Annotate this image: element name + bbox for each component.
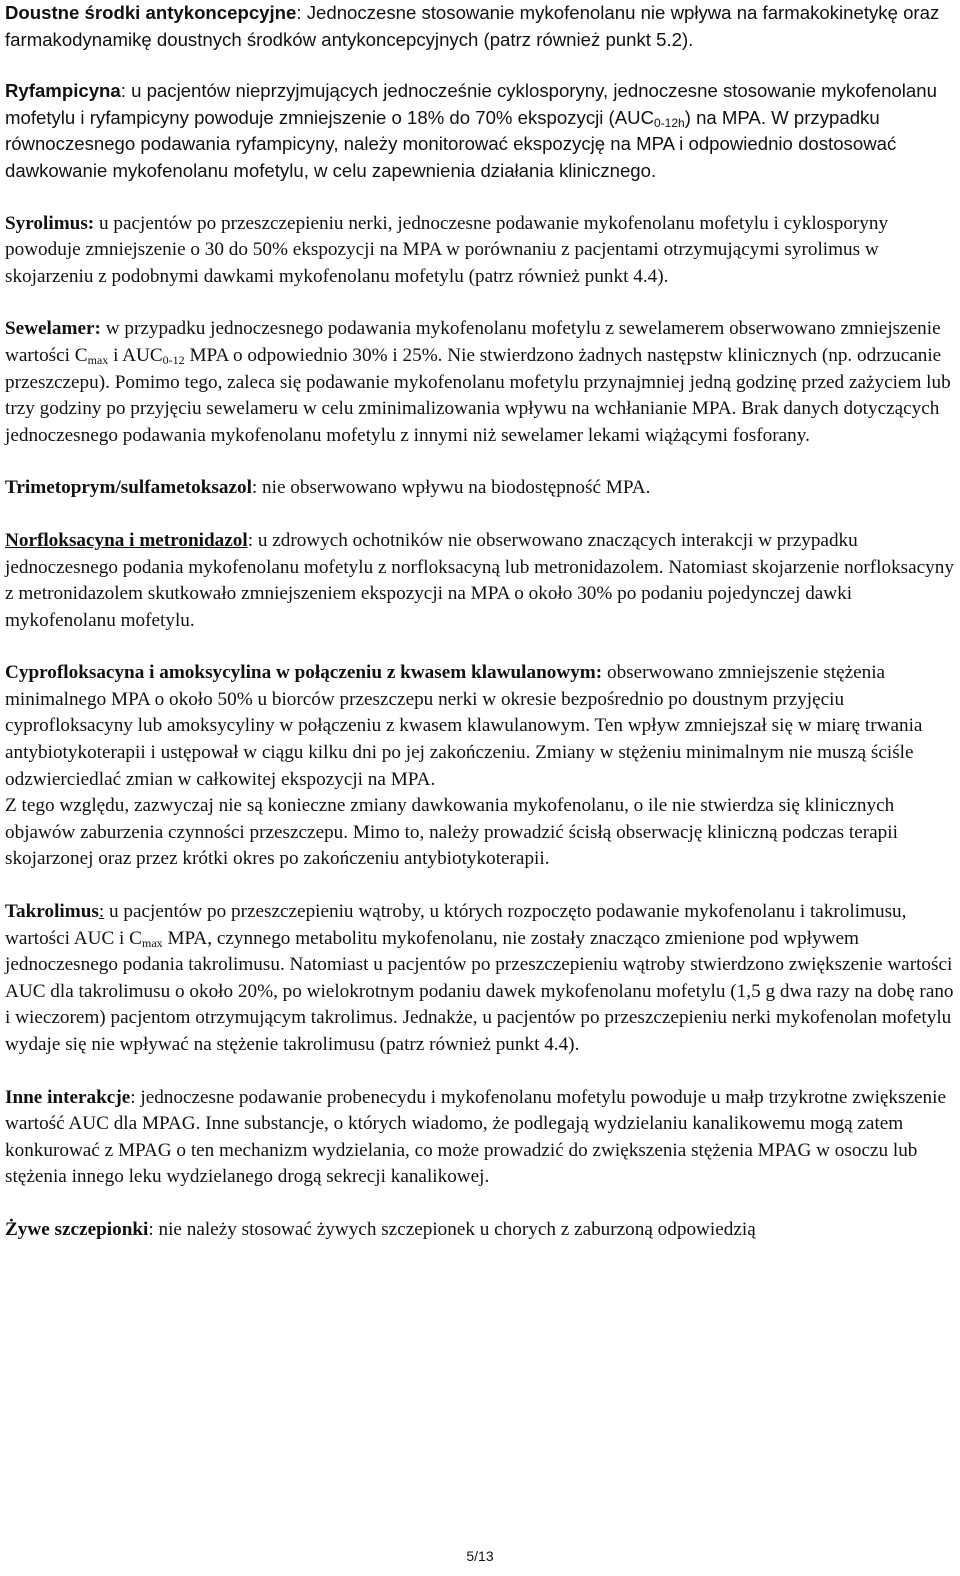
paragraph-trimethoprim: Trimetoprym/sulfametoksazol: nie obserwowano wpływu na biodostępność MPA. [5, 477, 651, 499]
heading-tacrolimus: Takrolimus [5, 901, 99, 923]
heading-sevelamer: Sewelamer: [5, 318, 101, 340]
heading-norfloxacin: Norfloksacyna i metronidazol [5, 529, 248, 551]
page-number: 5/13 [466, 1548, 494, 1564]
paragraph-other-interactions: Inne interakcje: jednoczesne podawanie probenecydu i mykofenolanu mofetylu powoduje u małp trzykrotne zwiększenie wartość AUC dla MPAG. Inne substancje, o których wiadomo, że podlegają wydzielaniu kanalikowemu mogą zatem konkurować z MPAG o ten mechanizm wydzielania, co może prowadzić do zwiększenia stężenia MPAG w osoczu lub stężenia innego leku wydzielanego drogą sekrecji kanalikowej. [5, 1086, 946, 1188]
paragraph-tacrolimus: Takrolimus: u pacjentów po przeszczepieniu wątroby, u których rozpoczęto podawanie mykofenolanu i takrolimusu, wartości AUC i $C_{max}$ MPA, czynnego metabolitu mykofenolanu, nie zostały znacząco zmienione pod wpływem jednoczesnego podania takrolimusu. Natomiast u pacjentów po przeszczepieniu wątroby stwierdzono zwiększenie wartości AUC dla takrolimusu o około 20%, po wielokrotnym podaniu dawek mykofenolanu mofetylu (1,5 g dwa razy na dobę rano i wieczorem) pacjentom otrzymującym takrolimus. Jednakże, u pacjentów po przeszczepieniu nerki mykofenolan mofetylu wydaje się nie wpływać na stężenie takrolimusu (patrz również punkt 4.4). [5, 901, 954, 1055]
paragraph-oral-contraceptives: Doustne środki antykoncepcyjne: Jednoczesne stosowanie mykofenolanu nie wpływa na farmakokinetykę oraz farmakodynamikę doustnych środków antykoncepcyjnych (patrz również punkt 5.2). [5, 2, 940, 50]
paragraph-live-vaccines: Żywe szczepionki: nie należy stosować żywych szczepionek u chorych z zaburzoną odpowiedzią [5, 1218, 756, 1240]
heading-ciprofloxacin: Cyprofloksacyna i amoksycylina w połączeniu z kwasem klawulanowym: [5, 662, 603, 684]
heading-oral-contraceptives: Doustne środki antykoncepcyjne [5, 2, 297, 23]
paragraph-rifampicin: Ryfampicyna: u pacjentów nieprzyjmujących jednocześnie cyklosporyny, jednoczesne stosowanie mykofenolanu mofetylu i ryfampicyny powoduje zmniejszenie o 18% do 70% ekspozycji $(AUC_{0-12h})$ na MPA. W przypadku równoczesnego podawania ryfampicyny, należy monitorować ekspozycję na MPA i odpowiednio dostosować dawkowanie mykofenolanu mofetylu, w celu zapewnienia działania klinicznego. [5, 80, 937, 181]
paragraph-sirolimus: Syrolimus: u pacjentów po przeszczepieniu nerki, jednoczesne podawanie mykofenolanu mofetylu i cyklosporyny powoduje zmniejszenie o 30 do 50% ekspozycji na MPA w porównaniu z pacjentami otrzymującymi syrolimus w skojarzeniu z podobnymi dawkami mykofenolanu mofetylu (patrz również punkt 4.4). [5, 212, 889, 287]
heading-rifampicin: Ryfampicyna [5, 80, 121, 102]
heading-other-interactions: Inne interakcje [5, 1086, 131, 1108]
heading-sirolimus: Syrolimus: [5, 212, 95, 234]
heading-live-vaccines: Żywe szczepionki [5, 1218, 149, 1240]
paragraph-sevelamer: Sewelamer: w przypadku jednoczesnego podawania mykofenolanu mofetylu z sewelamerem obserwowano zmniejszenie wartości $C_{max}$ i $AUC_{0-12}$ MPA o odpowiednio 30% i 25%. Nie stwierdzono żadnych następstw klinicznych (np. odrzucanie przeszczepu). Pomimo tego, zaleca się podawanie mykofenolanu mofetylu przynajmniej jedną godzinę przed zażyciem lub trzy godziny po przyjęciu sewelameru w celu zminimalizowania wpływu na wchłanianie MPA. Brak danych dotyczących jednoczesnego podawania mykofenolanu mofetylu z innymi niż sewelamer lekami wiążącymi fosforany. [5, 318, 951, 446]
paragraph-ciprofloxacin-continued: Z tego względu, zazwyczaj nie są konieczne zmiany dawkowania mykofenolanu, o ile nie stwierdza się klinicznych objawów zaburzenia czynności przeszczepu. Mimo to, należy prowadzić ścisłą obserwację kliniczną podczas terapii skojarzonej oraz przez krótki okres po zakończeniu antybiotykoterapii. [5, 795, 898, 870]
document-page [5, 0, 955, 1270]
paragraph-ciprofloxacin: Cyprofloksacyna i amoksycylina w połączeniu z kwasem klawulanowym: obserwowano zmniejszenie stężenia minimalnego MPA o około 50% u biorców przeszczepu nerki w okresie bezpośrednio po doustnym przyjęciu cyprofloksacyny lub amoksycyliny w połączeniu z kwasem klawulanowym. Ten wpływ zmniejszał się w miarę trwania antybiotykoterapii i ustępował w ciągu kilku dni po jej zakończeniu. Zmiany w stężeniu minimalnym nie muszą ściśle odzwierciedlać zmian w całkowitej ekspozycji na MPA. [5, 662, 923, 790]
paragraph-norfloxacin: Norfloksacyna i metronidazol: u zdrowych ochotników nie obserwowano znaczących interakcji w przypadku jednoczesnego podania mykofenolanu mofetylu z norfloksacyną lub metronidazolem. Natomiast skojarzenie norfloksacyny z metronidazolem skutkowało zmniejszeniem ekspozycji na MPA o około 30% po podaniu pojedynczej dawki mykofenolanu mofetylu. [5, 529, 954, 631]
heading-trimethoprim: Trimetoprym/sulfametoksazol [5, 477, 252, 499]
